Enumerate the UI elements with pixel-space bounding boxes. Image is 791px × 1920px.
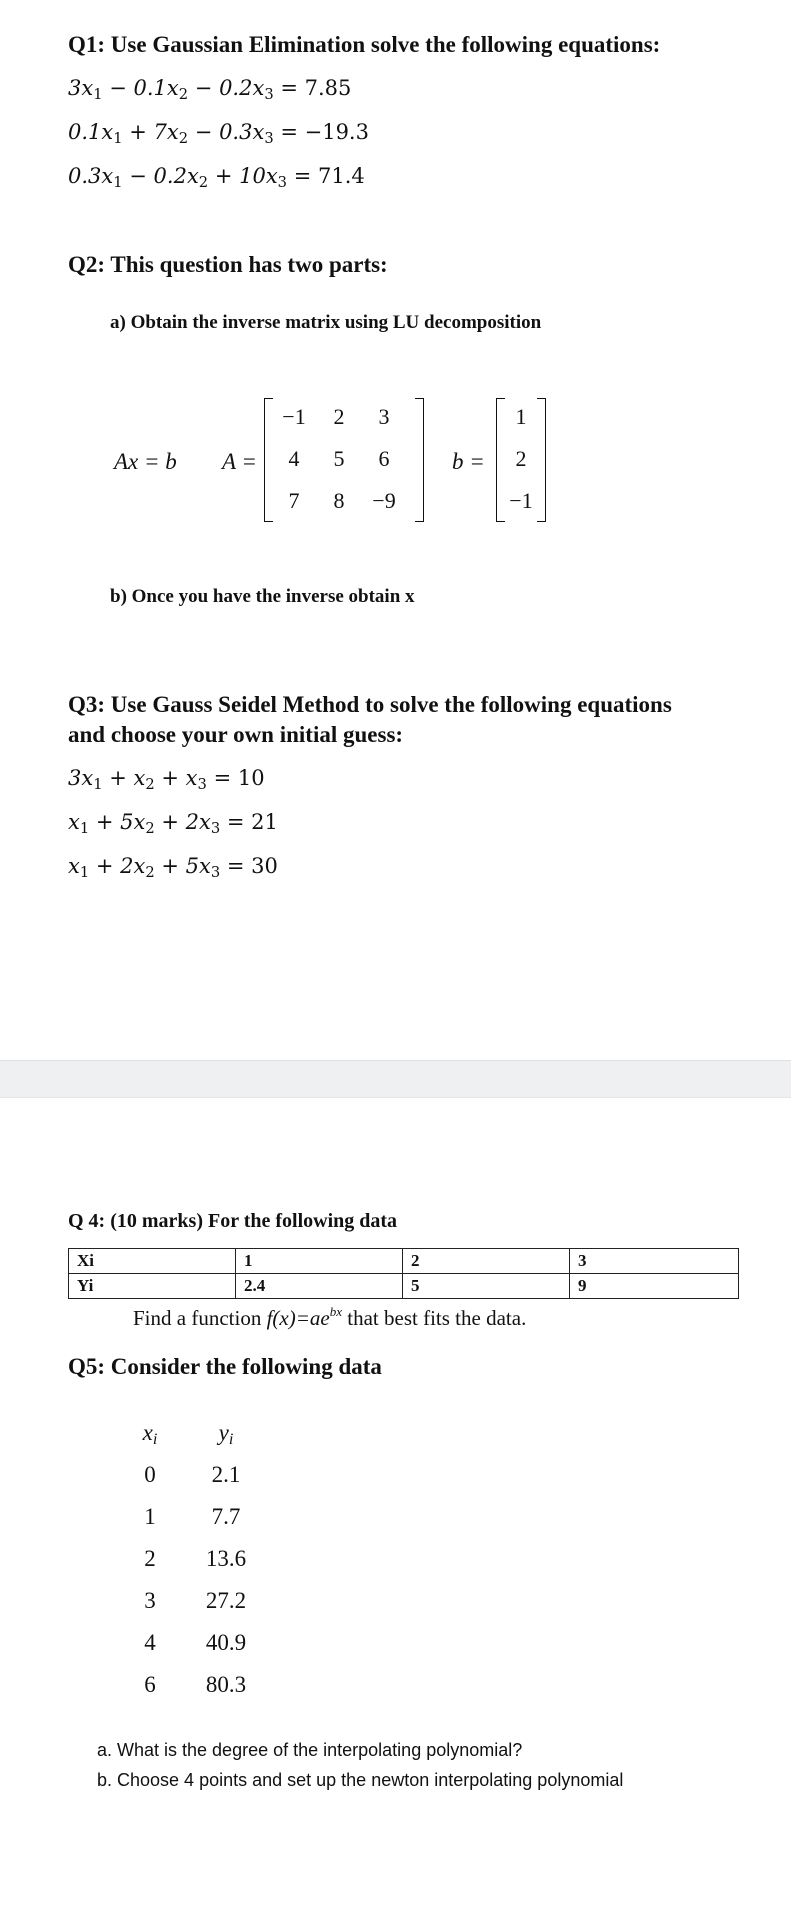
q5-x-value: 1 (144, 1504, 156, 1529)
q3-heading-line-1: Q3: Use Gauss Seidel Method to solve the following equations (68, 692, 672, 717)
matrix-a-cell: 4 (288, 446, 300, 471)
table-cell: 9 (570, 1274, 739, 1299)
table-cell: 3 (570, 1249, 739, 1274)
q5-heading: Q5: Consider the following data (68, 1354, 382, 1379)
q1-equation-1: $3x_1 - 0.1x_2 - 0.2x_3 = 7.85$ (68, 76, 352, 103)
q5-x-value: 4 (144, 1630, 156, 1655)
table-cell: 2.4 (236, 1274, 403, 1299)
q2-heading: Q2: This question has two parts: (68, 252, 388, 277)
q5-y-value: 7.7 (211, 1504, 241, 1529)
table-cell: Yi (69, 1274, 236, 1299)
q2-a-label: A = (222, 449, 257, 474)
q5-y-value: 27.2 (205, 1588, 247, 1613)
vector-b-cell: 2 (515, 446, 527, 471)
table-row (69, 1274, 739, 1299)
q3-equation-2: $x_1 + 5x_2 + 2x_3 = 21$ (68, 810, 278, 837)
q5-x-header: $x_i$ (142, 1420, 158, 1448)
matrix-a-cell: 6 (378, 446, 390, 471)
table-row (69, 1249, 739, 1274)
q1-equation-3: $0.3x_1 - 0.2x_2 + 10x_3 = 71.4$ (68, 164, 365, 191)
q5-y-value: 2.1 (211, 1462, 241, 1487)
table-cell: Xi (69, 1249, 236, 1274)
vector-b (496, 398, 546, 522)
q5-part-a: a. What is the degree of the interpolating polynomial? (97, 1740, 523, 1760)
q2-part-b: b) Once you have the inverse obtain x (110, 586, 415, 607)
matrix-a-left-bracket (264, 398, 273, 522)
matrix-a-cell: 5 (333, 446, 345, 471)
q5-y-value: 80.3 (205, 1672, 247, 1697)
matrix-a-cell: 8 (333, 488, 345, 513)
q5-part-b: b. Choose 4 points and set up the newton interpolating polynomial (97, 1770, 624, 1790)
matrix-a-cell: 3 (378, 404, 390, 429)
q5-x-value: 0 (144, 1462, 156, 1487)
vector-b-cell: 1 (515, 404, 527, 429)
q3-equation-3: $x_1 + 2x_2 + 5x_3 = 30$ (68, 854, 278, 881)
table-cell: 5 (403, 1274, 570, 1299)
q3-heading-line-2: and choose your own initial guess: (68, 722, 404, 747)
q1-heading: Q1: Use Gaussian Elimination solve the following equations: (68, 32, 661, 57)
q5-y-value: 13.6 (205, 1546, 247, 1571)
table-cell: 1 (236, 1249, 403, 1274)
q2-b-label: b = (452, 449, 485, 474)
q5-x-value: 2 (144, 1546, 156, 1571)
q5-y-header: $y_i$ (218, 1420, 234, 1448)
matrix-a-cell: −1 (282, 404, 306, 429)
vector-b-cell: −1 (509, 488, 533, 513)
page-separator (0, 1060, 791, 1098)
q5-y-value: 40.9 (205, 1630, 247, 1655)
table-cell: 2 (403, 1249, 570, 1274)
q4-fit-instruction: Find a function $f(x)=ae^{bx}$ that best fits the data. (133, 1304, 527, 1330)
q5-x-value: 3 (144, 1588, 156, 1613)
q3-equation-1: $3x_1 + x_2 + x_3 = 10$ (68, 766, 265, 793)
q4-data-table (68, 1248, 739, 1299)
q2-part-a: a) Obtain the inverse matrix using LU decomposition (110, 312, 542, 333)
matrix-a (264, 398, 424, 522)
q5-x-value: 6 (144, 1672, 156, 1697)
matrix-a-right-bracket (415, 398, 424, 522)
matrix-a-cell: 2 (333, 404, 345, 429)
q2-system-label: Ax = b (114, 449, 177, 474)
q1-equation-2: $0.1x_1 + 7x_2 - 0.3x_3 = -19.3$ (68, 120, 369, 147)
matrix-a-cell: −9 (372, 488, 396, 513)
matrix-a-cell: 7 (288, 488, 300, 513)
q4-heading: Q 4: (10 marks) For the following data (68, 1210, 398, 1232)
